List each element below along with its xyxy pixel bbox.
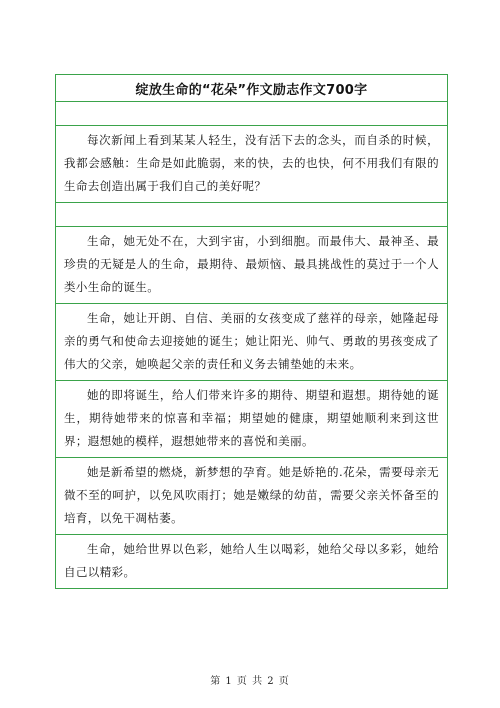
paragraph-row: [56, 381, 447, 458]
paragraph-row: [56, 126, 447, 203]
paragraph: 生命，她给世界以色彩，她给人生以喝彩，她给父母以多彩，她给自己以精彩。: [64, 542, 439, 579]
paragraph: 她的即将诞生，给人们带来许多的期待、期望和遐想。期待她的诞生，期待她带来的惊喜和幸福；期望她的健康，期望她顺利来到这世界；遐想她的模样，遐想她带来的喜悦和美丽。: [64, 388, 439, 448]
page-number: 第 1 页 共 2 页: [210, 676, 290, 687]
paragraph: 生命，她让开朗、自信、美丽的女孩变成了慈祥的母亲，她隆起母亲的勇气和使命去迎接她的诞生；她让阳光、帅气、勇敢的男孩变成了伟大的父亲，她唤起父亲的责任和义务去铺垫她的未来。: [64, 311, 439, 371]
paragraph: 生命，她无处不在，大到宇宙，小到细胞。而最伟大、最神圣、最珍贵的无疑是人的生命，最期待、最烦恼、最具挑战性的莫过于一个人类小生命的诞生。: [64, 234, 439, 294]
blank-row: [56, 102, 447, 126]
paragraph-row: [56, 535, 447, 588]
document-table: [55, 74, 448, 589]
title-row: [56, 75, 447, 102]
paragraph-row: [56, 304, 447, 381]
blank-row: [56, 203, 447, 227]
document-title: 绽放生命的“花朵”作文励志作文700字: [135, 82, 368, 98]
paragraph: 她是新希望的燃烧，新梦想的孕育。她是娇艳的.花朵，需要母亲无微不至的呵护，以免风吹雨打；她是嫩绿的幼苗，需要父亲关怀备至的培育，以免干凋枯萎。: [64, 465, 439, 525]
paragraph: 每次新闻上看到某某人轻生，没有活下去的念头，而自杀的时候，我都会感触：生命是如此脆弱，来的快，去的也快，何不用我们有限的生命去创造出属于我们自己的美好呢？: [64, 133, 439, 193]
paragraph-row: [56, 227, 447, 304]
paragraph-row: [56, 458, 447, 535]
